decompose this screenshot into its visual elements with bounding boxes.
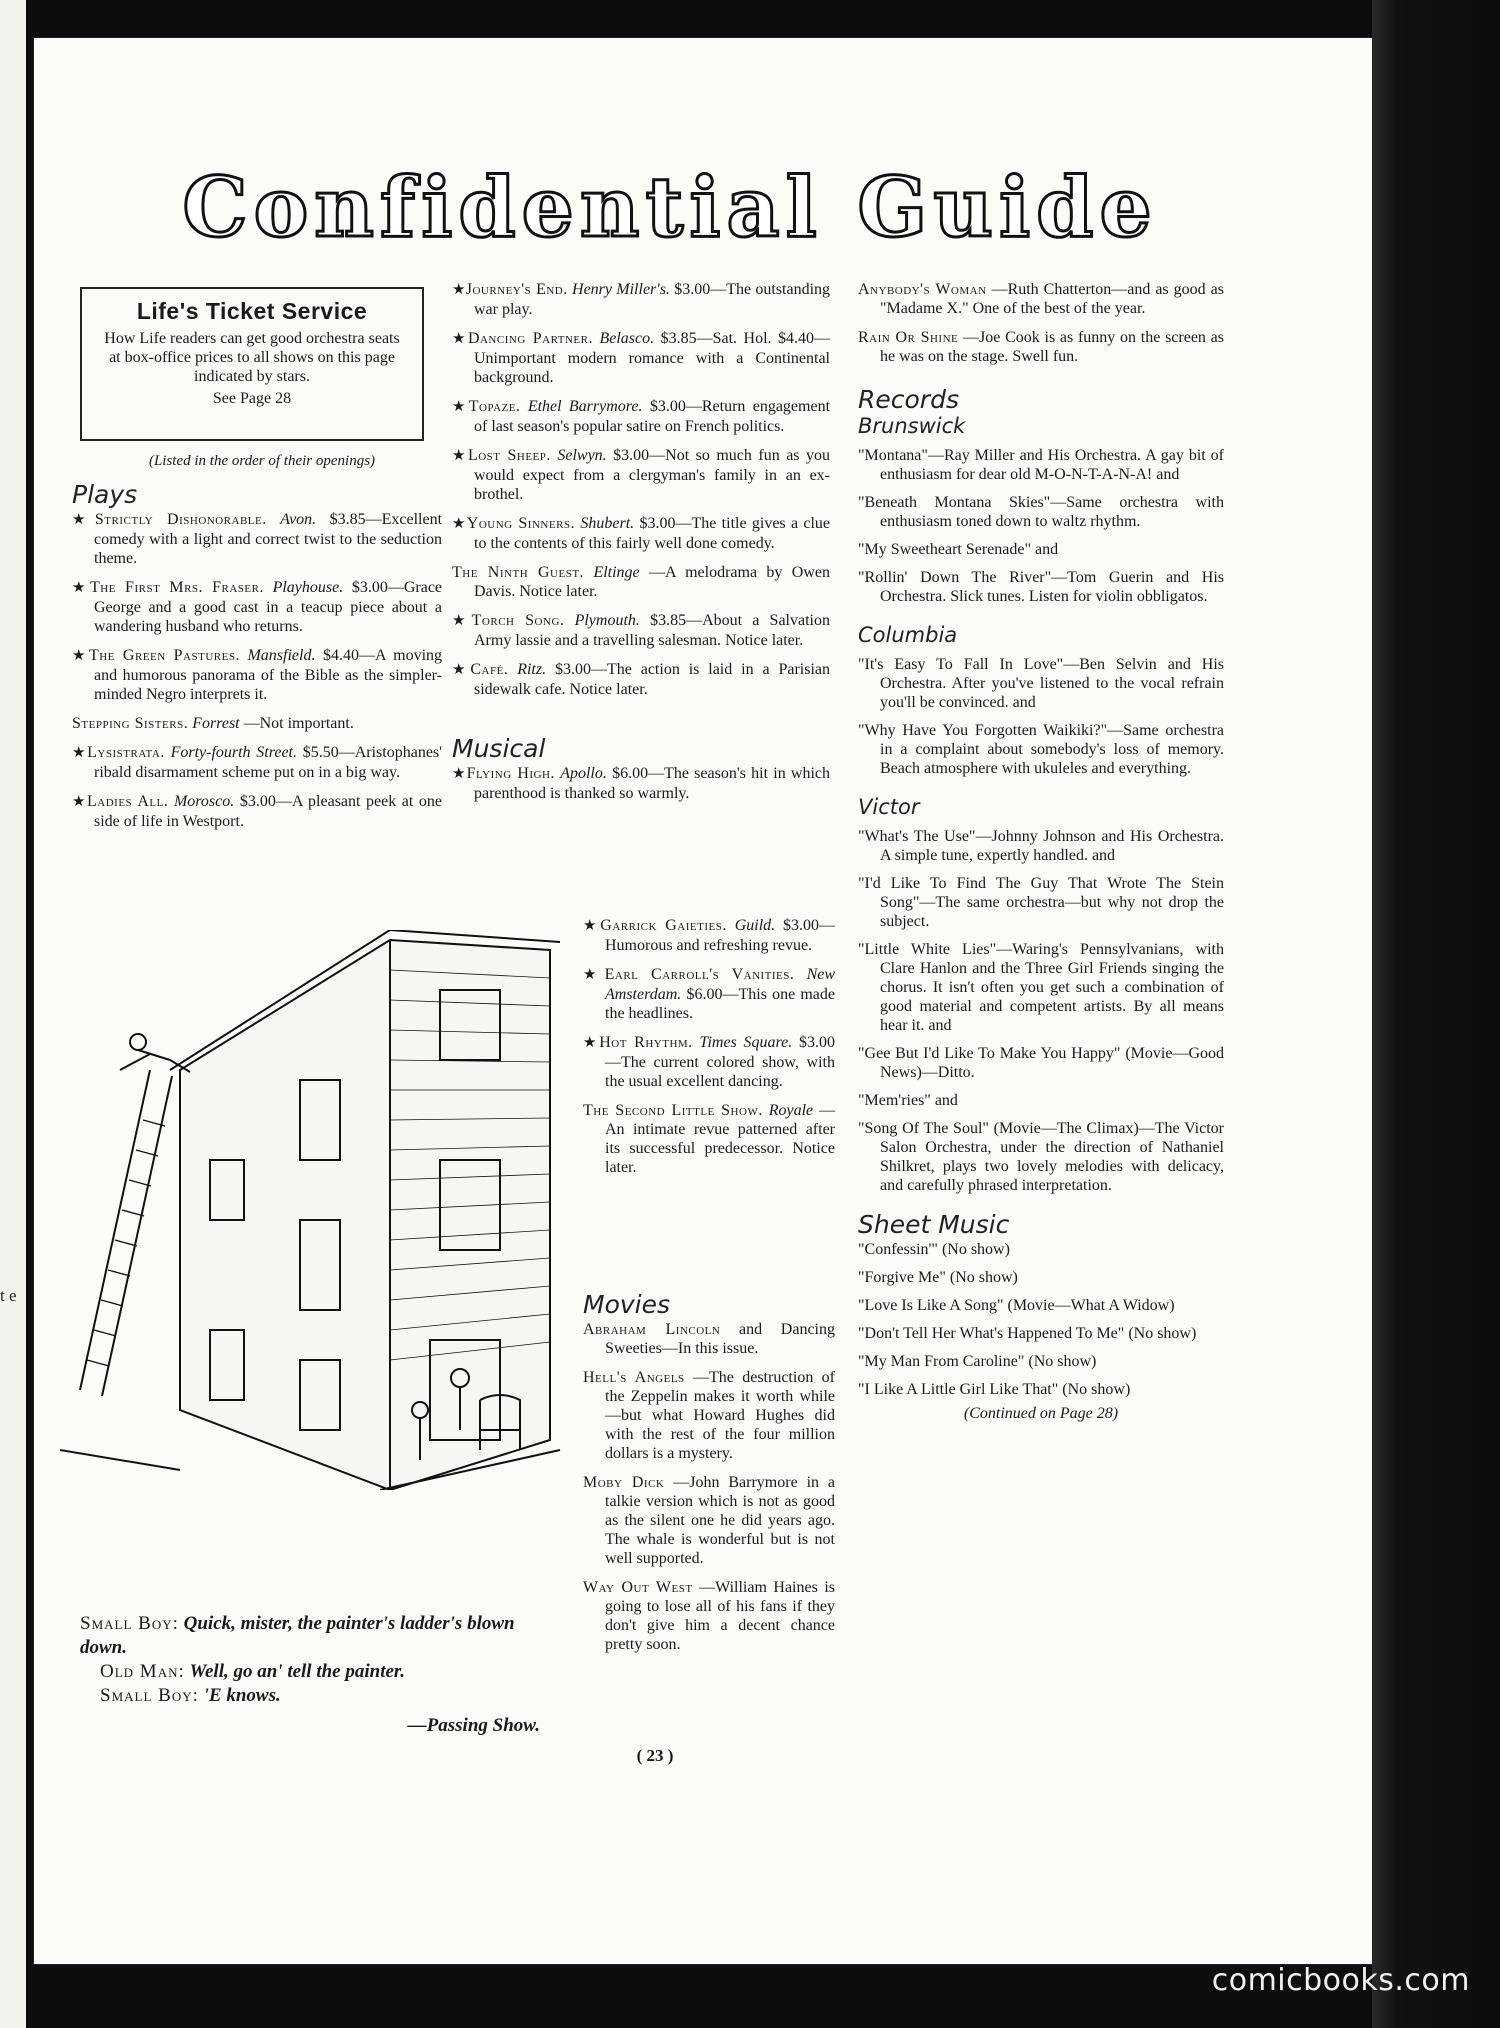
listing-text: $3.85—About a Salvation Army lassie and a travelling salesman. Notice later. <box>474 612 830 649</box>
list-item: "I'd Like To Find The Guy That Wrote The Stein Song"—The same orchestra—but why not drop the subject. <box>858 875 1224 930</box>
movies-list-continued <box>858 280 1224 366</box>
listing-theatre: Ritz. <box>517 661 547 678</box>
line-2: Well, go an' tell the painter. <box>189 1661 406 1682</box>
list-item: "What's The Use"—Johnny Johnson and His Orchestra. A simple tune, expertly handled. and <box>858 828 1224 864</box>
listing-name: Hell's Angels <box>583 1369 685 1386</box>
column-3 <box>858 280 1224 1423</box>
listing-entry <box>72 578 442 636</box>
star-icon: ★ <box>583 918 601 934</box>
list-item: "I Like A Little Girl Like That" (No show) <box>858 1381 1131 1398</box>
listing-text: $3.00—Return engagement of last season's popular satire on French politics. <box>474 398 831 435</box>
listing-text: $3.85—Sat. Hol. $4.40—Unimportant modern romance with a Continental background. <box>474 330 831 386</box>
records-heading: Records <box>858 385 959 414</box>
listing-entry <box>858 328 1224 366</box>
listing-text: $3.00—A pleasant peek at one side of life in Westport. <box>94 793 443 830</box>
listing-entry <box>583 1473 835 1568</box>
listing-entry <box>452 397 830 436</box>
list-item: "Gee But I'd Like To Make You Happy" (Movie—Good News)—Ditto. <box>858 1045 1224 1081</box>
cartoon-credit: —Passing Show. <box>407 1715 540 1736</box>
victor-list <box>858 827 1224 1195</box>
listing-text: —William Haines is going to lose all of his fans if they don't give him a decent chance pretty soon. <box>605 1579 836 1653</box>
listing-entry <box>583 1101 835 1177</box>
star-icon: ★ <box>583 967 605 983</box>
listing-entry <box>583 965 835 1023</box>
listing-theatre: Belasco. <box>599 330 655 347</box>
listing-entry <box>452 329 830 387</box>
line-3: 'E knows. <box>203 1685 281 1706</box>
listing-text: —Ruth Chatterton—and as good as "Madame X." One of the best of the year. <box>880 281 1224 317</box>
star-icon: ★ <box>452 448 468 464</box>
star-icon: ★ <box>72 794 88 810</box>
listing-text: —Joe Cook is as funny on the screen as he was on the stage. Swell fun. <box>880 329 1224 365</box>
listing-entry <box>452 611 830 650</box>
listing-name: The Second Little Show. <box>583 1102 763 1119</box>
listing-text: $3.00—Grace George and a good cast in a teacup piece about a wandering husband who returns. <box>94 579 443 635</box>
listing-name: Young Sinners. <box>466 515 576 532</box>
list-item: "Beneath Montana Skies"—Same orchestra with enthusiasm toned down to waltz rhythm. <box>858 494 1224 530</box>
star-icon: ★ <box>452 282 466 298</box>
cartoon-caption <box>80 1612 540 1738</box>
listing-theatre: Plymouth. <box>574 612 640 629</box>
page-title <box>42 160 1298 260</box>
listing-theatre: Mansfield. <box>247 647 316 664</box>
listing-text: $3.00—The title gives a clue to the contents of this fairly well done comedy. <box>474 515 831 552</box>
list-item: "Little White Lies"—Waring's Pennsylvanians, with Clare Hanlon and the Three Girl Friends singing the chorus. It isn't often you get such a combination of good material and competent artists. By all means hear it. and <box>858 941 1224 1034</box>
star-icon: ★ <box>72 580 91 596</box>
list-item: "Why Have You Forgotten Waikiki?"—Same orchestra in a complaint about somebody's loss of memory. Beach atmosphere with ukuleles and everything. <box>858 722 1224 777</box>
list-item: "Confessin'" (No show) <box>858 1241 1010 1258</box>
listing-text: $5.50—Aristophanes' ribald disarmament scheme put on in a big way. <box>94 744 443 781</box>
listing-entry <box>452 563 830 601</box>
musical-column <box>583 916 835 1187</box>
musical-heading: Musical <box>452 734 546 763</box>
watermark: comicbooks.com <box>1211 1963 1470 1998</box>
columbia-list <box>858 655 1224 778</box>
star-icon: ★ <box>452 766 467 782</box>
listing-entry <box>583 1033 835 1091</box>
listing-text: $3.00—The current colored show, with the usual excellent dancing. <box>605 1034 835 1090</box>
speaker-3: Small Boy: <box>100 1685 199 1706</box>
listing-entry <box>72 510 442 568</box>
listing-name: Way Out West <box>583 1579 693 1596</box>
listing-text: $3.85—Excellent comedy with a light and correct twist to the seduction theme. <box>94 511 443 567</box>
listing-name: Ladies All. <box>87 793 169 810</box>
star-icon: ★ <box>452 613 472 629</box>
list-item: "My Sweetheart Serenade" and <box>858 541 1059 558</box>
list-item: "Love Is Like A Song" (Movie—What A Widow) <box>858 1297 1175 1314</box>
listing-text: $6.00—The season's hit in which parenthood is thanked so warmly. <box>474 765 831 802</box>
listed-note: (Listed in the order of their openings) <box>148 453 376 469</box>
cartoon-illustration <box>60 930 580 1490</box>
listing-text: —An intimate revue patterned after its successful predecessor. Notice later. <box>605 1102 835 1176</box>
listing-theatre: Times Square. <box>699 1034 793 1051</box>
listing-entry <box>858 280 1224 318</box>
continued-note: (Continued on Page 28) <box>963 1405 1119 1422</box>
listing-entry <box>583 1578 835 1654</box>
sheet-music-list <box>858 1240 1224 1399</box>
speaker-2: Old Man: <box>100 1661 185 1682</box>
listing-entry <box>72 792 442 831</box>
ticket-service-box <box>80 287 424 441</box>
ticket-see: See Page 28 <box>212 390 292 407</box>
listing-name: Stepping Sisters. <box>72 715 189 732</box>
list-item: "Mem'ries" and <box>858 1092 958 1109</box>
page-number: ( 23 ) <box>636 1746 674 1765</box>
victor-label: Victor <box>858 795 920 819</box>
listing-text: —The destruction of the Zeppelin makes it worth while—but what Howard Hughes did with the rest of the four million dollars is a mystery. <box>605 1369 835 1462</box>
star-icon: ★ <box>452 399 469 415</box>
listing-name: Hot Rhythm. <box>599 1034 693 1051</box>
listing-text: —John Barrymore in a talkie version which is not as good as the silent one he did years ago. The whale is wonderful but is not well supported. <box>605 1474 836 1567</box>
listing-name: Garrick Gaieties. <box>600 917 727 934</box>
sheet-music-heading: Sheet Music <box>858 1210 1010 1239</box>
listing-theatre: Guild. <box>734 917 776 934</box>
list-item: "Don't Tell Her What's Happened To Me" (No show) <box>858 1325 1197 1342</box>
star-icon: ★ <box>583 1035 600 1051</box>
ticket-body: How Life readers can get good orchestra seats at box-office prices to all shows on this page indicated by stars. <box>104 330 400 385</box>
listing-name: Lost Sheep. <box>467 447 551 464</box>
listing-theatre: New Amsterdam. <box>605 966 836 1003</box>
listing-theatre: Forrest <box>192 715 240 732</box>
listing-name: Torch Song. <box>471 612 565 629</box>
listing-text: —Not important. <box>243 715 354 732</box>
listing-name: Earl Carroll's Vanities. <box>604 966 795 983</box>
listing-name: Flying High. <box>466 765 555 782</box>
star-icon: ★ <box>72 512 95 528</box>
listing-theatre: Forty-fourth Street. <box>170 744 297 761</box>
listing-name: The Ninth Guest. <box>452 564 585 581</box>
listing-theatre: Playhouse. <box>272 579 344 596</box>
column-2 <box>452 280 830 813</box>
listing-name: Dancing Partner. <box>467 330 593 347</box>
list-item: "Montana"—Ray Miller and His Orchestra. A gay bit of enthusiasm for dear old M-O-N-T-A-N-A! and <box>858 447 1224 483</box>
list-item: "Forgive Me" (No show) <box>858 1269 1018 1286</box>
listing-name: Moby Dick <box>583 1474 665 1491</box>
list-item: "Song Of The Soul" (Movie—The Climax)—The Victor Salon Orchestra, under the direction of Nathaniel Shilkret, plays two lovely melodies with delicacy, and carefully phrased interpretation. <box>858 1120 1224 1194</box>
listing-name: The Green Pastures. <box>88 647 240 664</box>
brunswick-list <box>858 446 1224 606</box>
plays-list-continued <box>452 280 830 699</box>
listing-name: Anybody's Woman <box>858 281 987 298</box>
star-icon: ★ <box>452 516 467 532</box>
musical-list <box>452 764 830 803</box>
brunswick-label: Brunswick <box>858 414 966 438</box>
listing-text: $3.00—Not so much fun as you would expect from a clergyman's family in an ex-brothel. <box>474 447 831 503</box>
listing-theatre: Ethel Barrymore. <box>527 398 643 415</box>
listing-theatre: Avon. <box>280 511 317 528</box>
movies-heading: Movies <box>583 1290 671 1319</box>
column-1 <box>72 452 442 841</box>
listing-entry <box>452 446 830 504</box>
title-text: Confidential Guide <box>182 160 1158 256</box>
listing-entry <box>583 916 835 955</box>
movies-list <box>583 1320 835 1654</box>
listing-theatre: Henry Miller's. <box>572 281 670 298</box>
listing-text: $3.00—Humorous and refreshing revue. <box>605 917 835 954</box>
listing-text: —A melodrama by Owen Davis. Notice later. <box>474 564 830 600</box>
listing-name: Journey's End. <box>465 281 568 298</box>
columbia-label: Columbia <box>858 623 958 647</box>
listing-text: $3.00—The action is laid in a Parisian sidewalk cafe. Notice later. <box>474 661 831 698</box>
musical-list-continued <box>583 916 835 1177</box>
listing-entry <box>452 514 830 553</box>
listing-entry <box>583 1368 835 1463</box>
speaker-1: Small Boy: <box>80 1613 179 1634</box>
star-icon: ★ <box>72 648 89 664</box>
listing-name: Topaze. <box>468 398 521 415</box>
listing-text: $6.00—This one made the headlines. <box>605 986 835 1022</box>
scan-border <box>1372 0 1500 2028</box>
star-icon: ★ <box>452 331 468 347</box>
star-icon: ★ <box>72 745 88 761</box>
listing-theatre: Shubert. <box>580 515 635 532</box>
listing-theatre: Morosco. <box>173 793 235 810</box>
facing-page-marks: t e <box>0 1286 17 1305</box>
plays-heading: Plays <box>72 480 138 509</box>
listing-theatre: Royale <box>768 1102 814 1119</box>
listing-name: Abraham Lincoln <box>583 1321 721 1338</box>
listing-entry <box>583 1320 835 1358</box>
movies-column <box>583 1281 835 1664</box>
listing-name: Café. <box>470 661 509 678</box>
list-item: "It's Easy To Fall In Love"—Ben Selvin and His Orchestra. After you've listened to the vocal refrain you'll be convinced. and <box>858 656 1224 711</box>
listing-name: Lysistrata. <box>87 744 165 761</box>
listing-name: The First Mrs. Fraser. <box>90 579 264 596</box>
line-1: Quick, mister, the painter's ladder's blown down. <box>80 1613 515 1658</box>
listing-entry <box>452 660 830 699</box>
listing-text: and Dancing Sweeties—In this issue. <box>605 1321 835 1357</box>
listing-text: $4.40—A moving and humorous panorama of the Bible as the simpler-minded Negro interprets it. <box>94 647 443 703</box>
listing-theatre: Eltinge <box>593 564 640 581</box>
listing-entry <box>452 280 830 319</box>
listing-name: Rain Or Shine <box>858 329 959 346</box>
listing-text: $3.00—The outstanding war play. <box>474 281 831 318</box>
list-item: "Rollin' Down The River"—Tom Guerin and His Orchestra. Slick tunes. Listen for violin obbligatos. <box>858 569 1224 605</box>
listing-entry <box>72 646 442 704</box>
listing-theatre: Selwyn. <box>557 447 607 464</box>
list-item: "My Man From Caroline" (No show) <box>858 1353 1097 1370</box>
ticket-heading: Life's Ticket Service <box>136 298 368 324</box>
listing-entry <box>72 714 442 733</box>
facing-page-edge <box>0 0 26 2028</box>
listing-entry <box>452 764 830 803</box>
listing-theatre: Apollo. <box>560 765 607 782</box>
listing-entry <box>72 743 442 782</box>
listing-name: Strictly Dishonorable. <box>94 511 267 528</box>
star-icon: ★ <box>452 662 471 678</box>
plays-list <box>72 510 442 831</box>
